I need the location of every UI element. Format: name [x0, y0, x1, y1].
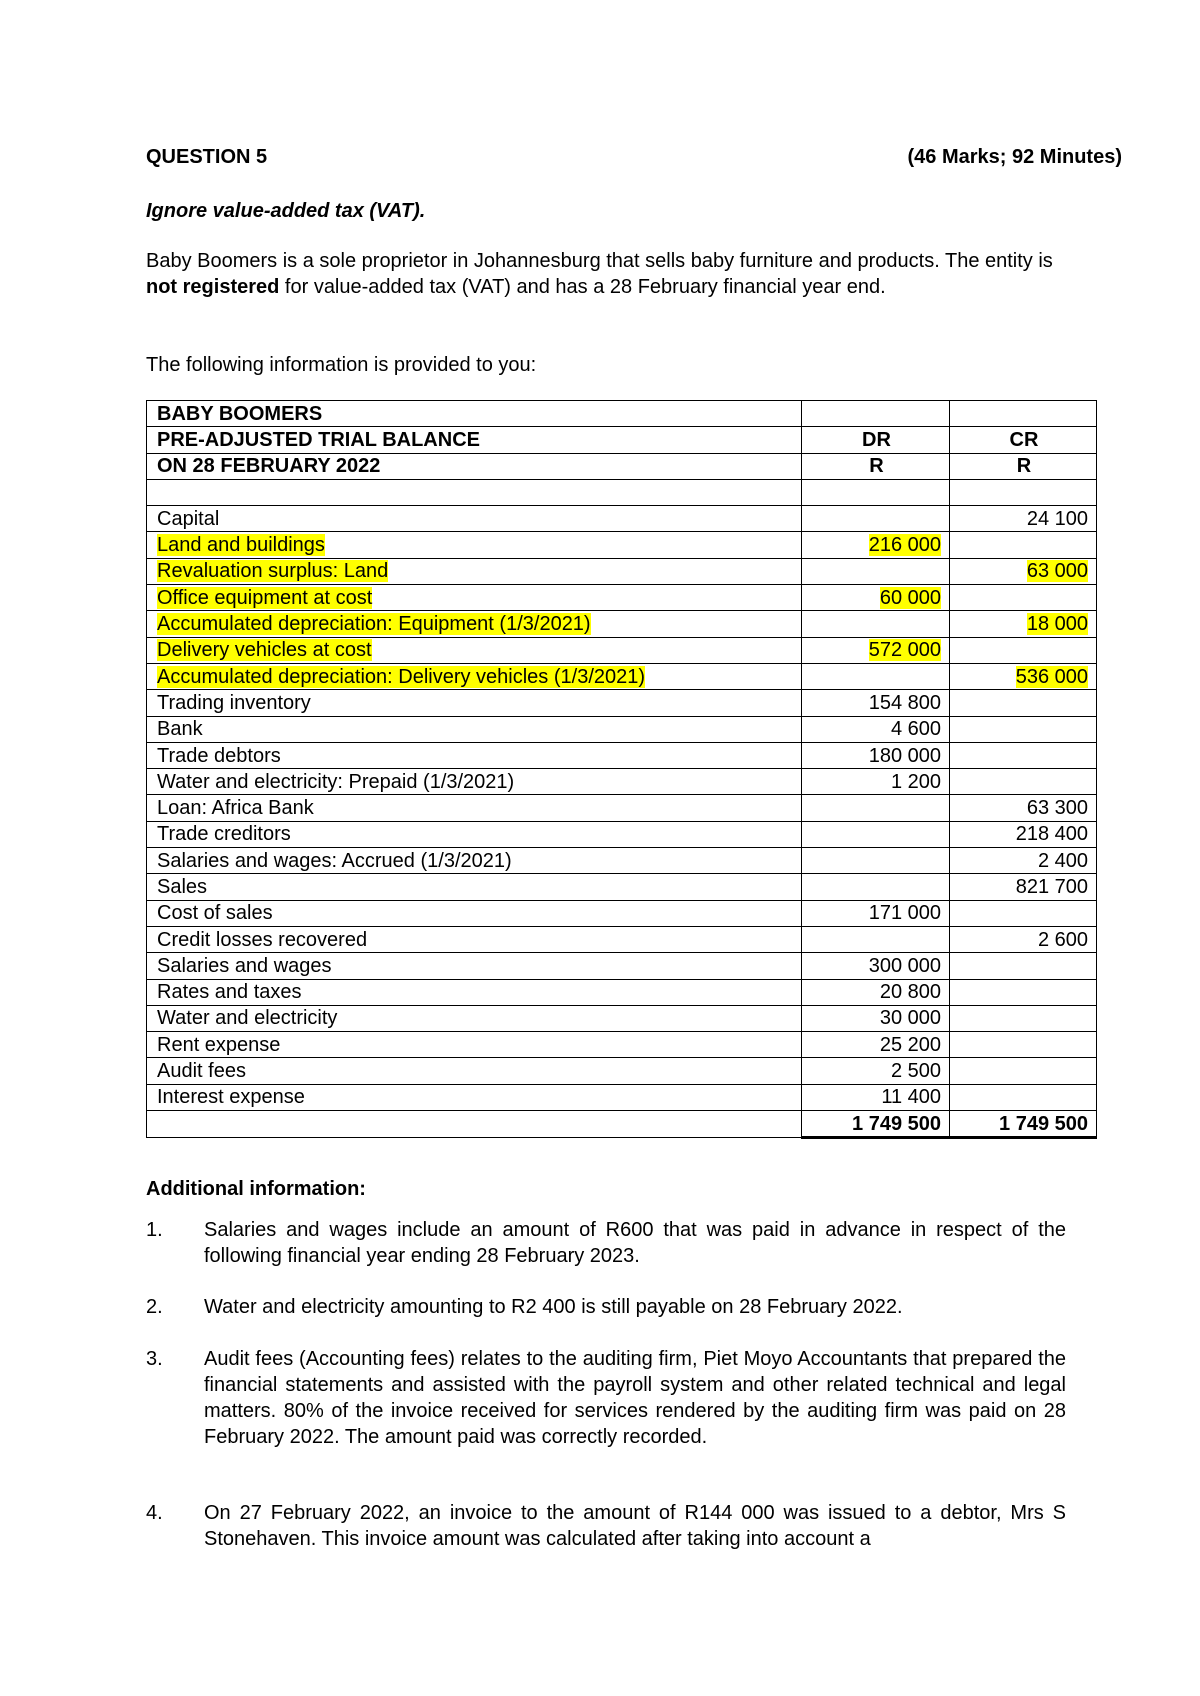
- additional-info-title: Additional information:: [146, 1178, 366, 1200]
- account-name-cell: [147, 821, 802, 847]
- account-name-cell: [147, 611, 802, 637]
- account-name: Water and electricity: Prepaid (1/3/2021): [157, 770, 515, 793]
- item-number: 3.: [146, 1348, 163, 1370]
- account-name: Rates and taxes: [157, 981, 302, 1004]
- debit-amount: 2 500: [890, 1060, 941, 1083]
- item-text: On 27 February 2022, an invoice to the amount of R144 000 was issued to a debtor, Mrs S Stonehaven. This invoice amount was calculated after taking into account a: [204, 1502, 1066, 1550]
- table-row: [147, 690, 1097, 716]
- account-name: Cost of sales: [157, 902, 273, 925]
- table-row: [147, 1084, 1097, 1110]
- credit-amount: 218 400: [1015, 823, 1088, 846]
- credit-cell: [950, 716, 1097, 742]
- item-number: 2.: [146, 1296, 163, 1318]
- cr-column-header: CR: [950, 427, 1097, 453]
- debit-amount: 216 000: [868, 534, 941, 557]
- debit-cell: [802, 637, 950, 663]
- table-row: [147, 716, 1097, 742]
- table-header-row: [147, 427, 1097, 453]
- credit-cell: [950, 795, 1097, 821]
- statement-date: ON 28 FEBRUARY 2022: [147, 453, 802, 479]
- account-name-cell: [147, 663, 802, 689]
- question-title: QUESTION 5: [146, 146, 268, 168]
- table-row: [147, 585, 1097, 611]
- account-name: Delivery vehicles at cost: [157, 639, 372, 662]
- credit-cell: [950, 506, 1097, 532]
- table-row: [147, 953, 1097, 979]
- credit-cell: [950, 611, 1097, 637]
- table-row: [147, 874, 1097, 900]
- debit-amount: 171 000: [868, 902, 941, 925]
- item-number: 1.: [146, 1219, 163, 1241]
- account-name: Capital: [157, 507, 220, 530]
- account-name: Water and electricity: [157, 1007, 338, 1030]
- debit-amount: 11 400: [881, 1086, 941, 1109]
- account-name: Salaries and wages: [157, 954, 332, 977]
- debit-cell: [802, 953, 950, 979]
- intro-text-1: Baby Boomers is a sole proprietor in Johannesburg that sells baby furniture and products. The entity is: [146, 250, 1053, 272]
- table-row: [147, 900, 1097, 926]
- additional-item: [146, 1500, 1066, 1552]
- additional-item: [146, 1346, 1066, 1450]
- table-row: [147, 637, 1097, 663]
- account-name-cell: [147, 1084, 802, 1110]
- table-row: [147, 926, 1097, 952]
- debit-cell: [802, 848, 950, 874]
- credit-cell: [950, 848, 1097, 874]
- credit-cell: [950, 874, 1097, 900]
- credit-amount: 63 300: [1026, 797, 1088, 820]
- given-info-line: The following information is provided to you:: [146, 354, 537, 376]
- company-name: BABY BOOMERS: [147, 401, 802, 427]
- question-heading: [146, 146, 1122, 169]
- statement-title: PRE-ADJUSTED TRIAL BALANCE: [147, 427, 802, 453]
- debit-cell: [802, 926, 950, 952]
- credit-cell: [950, 1058, 1097, 1084]
- intro-bold: not registered: [146, 276, 280, 298]
- table-row: [147, 1032, 1097, 1058]
- credit-cell: [950, 742, 1097, 768]
- table-row: [147, 532, 1097, 558]
- table-row: [147, 979, 1097, 1005]
- credit-amount: 536 000: [1015, 665, 1088, 688]
- credit-cell: [950, 953, 1097, 979]
- debit-cell: [802, 742, 950, 768]
- credit-amount: 24 100: [1026, 507, 1088, 530]
- account-name: Loan: Africa Bank: [157, 797, 314, 820]
- total-row: [147, 1111, 1097, 1138]
- credit-cell: [950, 585, 1097, 611]
- account-name-cell: [147, 769, 802, 795]
- intro-paragraph: [146, 248, 1066, 300]
- account-name: Trade creditors: [157, 823, 291, 846]
- credit-cell: [950, 690, 1097, 716]
- credit-cell: [950, 926, 1097, 952]
- account-name-cell: [147, 585, 802, 611]
- credit-cell: [950, 1005, 1097, 1031]
- account-name-cell: [147, 848, 802, 874]
- account-name: Trade debtors: [157, 744, 281, 767]
- debit-cell: [802, 585, 950, 611]
- item-text: Audit fees (Accounting fees) relates to the auditing firm, Piet Moyo Accountants that prepared the financial statements and assisted with the payroll system and other related technical and legal matters. 80% of the invoice received for services rendered by the auditing firm was paid on 28 February 2022. The amount paid was correctly recorded.: [204, 1348, 1066, 1448]
- blank-row: [147, 479, 1097, 505]
- debit-amount: 154 800: [868, 691, 941, 714]
- question-marks: (46 Marks; 92 Minutes): [907, 146, 1122, 168]
- table-row: [147, 506, 1097, 532]
- item-text: Water and electricity amounting to R2 400 is still payable on 28 February 2022.: [204, 1296, 903, 1318]
- debit-cell: [802, 1005, 950, 1031]
- debit-cell: [802, 1032, 950, 1058]
- total-credit: 1 749 500: [950, 1111, 1097, 1138]
- debit-cell: [802, 979, 950, 1005]
- account-name-cell: [147, 953, 802, 979]
- dr-column-header: DR: [802, 427, 950, 453]
- debit-cell: [802, 900, 950, 926]
- table-header-row: [147, 401, 1097, 427]
- account-name: Land and buildings: [157, 534, 325, 557]
- account-name: Office equipment at cost: [157, 586, 373, 609]
- account-name-cell: [147, 506, 802, 532]
- item-text: Salaries and wages include an amount of R600 that was paid in advance in respect of the following financial year ending 28 February 2023.: [204, 1219, 1066, 1267]
- debit-cell: [802, 1084, 950, 1110]
- table-row: [147, 558, 1097, 584]
- table-row: [147, 663, 1097, 689]
- account-name-cell: [147, 742, 802, 768]
- account-name: Rent expense: [157, 1033, 281, 1056]
- account-name: Revaluation surplus: Land: [157, 560, 389, 583]
- dr-currency: R: [802, 453, 950, 479]
- account-name: Accumulated depreciation: Equipment (1/3/2021): [157, 613, 591, 636]
- credit-cell: [950, 637, 1097, 663]
- table-row: [147, 848, 1097, 874]
- credit-amount: 63 000: [1026, 560, 1088, 583]
- account-name-cell: [147, 1005, 802, 1031]
- account-name-cell: [147, 1058, 802, 1084]
- credit-amount: 2 600: [1037, 928, 1088, 951]
- debit-cell: [802, 506, 950, 532]
- debit-cell: [802, 558, 950, 584]
- account-name: Salaries and wages: Accrued (1/3/2021): [157, 849, 512, 872]
- table-row: [147, 821, 1097, 847]
- debit-amount: 60 000: [879, 586, 941, 609]
- debit-cell: [802, 821, 950, 847]
- account-name-cell: [147, 926, 802, 952]
- account-name: Accumulated depreciation: Delivery vehicles (1/3/2021): [157, 665, 646, 688]
- debit-cell: [802, 795, 950, 821]
- account-name: Trading inventory: [157, 691, 311, 714]
- debit-amount: 20 800: [879, 981, 941, 1004]
- account-name-cell: [147, 1032, 802, 1058]
- account-name-cell: [147, 637, 802, 663]
- credit-cell: [950, 979, 1097, 1005]
- debit-cell: [802, 611, 950, 637]
- ignore-vat-note: Ignore value-added tax (VAT).: [146, 200, 426, 222]
- additional-item: [146, 1294, 1066, 1320]
- total-debit: 1 749 500: [802, 1111, 950, 1138]
- additional-item: [146, 1217, 1066, 1269]
- trial-balance-table: [146, 400, 1097, 1139]
- table-row: [147, 769, 1097, 795]
- account-name-cell: [147, 979, 802, 1005]
- debit-amount: 180 000: [868, 744, 941, 767]
- intro-text-2: for value-added tax (VAT) and has a 28 February financial year end.: [279, 276, 886, 298]
- credit-cell: [950, 558, 1097, 584]
- debit-amount: 25 200: [879, 1033, 941, 1056]
- debit-amount: 1 200: [890, 770, 941, 793]
- account-name: Audit fees: [157, 1060, 246, 1083]
- account-name: Sales: [157, 875, 208, 898]
- credit-cell: [950, 900, 1097, 926]
- credit-cell: [950, 821, 1097, 847]
- debit-amount: 300 000: [868, 954, 941, 977]
- account-name-cell: [147, 558, 802, 584]
- credit-cell: [950, 1084, 1097, 1110]
- account-name-cell: [147, 532, 802, 558]
- account-name: Credit losses recovered: [157, 928, 368, 951]
- debit-cell: [802, 874, 950, 900]
- table-header-row: [147, 453, 1097, 479]
- table-row: [147, 1058, 1097, 1084]
- credit-cell: [950, 1032, 1097, 1058]
- credit-cell: [950, 532, 1097, 558]
- credit-amount: 2 400: [1037, 849, 1088, 872]
- table-row: [147, 795, 1097, 821]
- account-name-cell: [147, 795, 802, 821]
- table-row: [147, 1005, 1097, 1031]
- account-name: Bank: [157, 718, 203, 741]
- account-name-cell: [147, 874, 802, 900]
- debit-cell: [802, 716, 950, 742]
- table-row: [147, 742, 1097, 768]
- debit-cell: [802, 663, 950, 689]
- item-number: 4.: [146, 1502, 163, 1524]
- account-name-cell: [147, 900, 802, 926]
- credit-cell: [950, 663, 1097, 689]
- debit-amount: 572 000: [868, 639, 941, 662]
- table-row: [147, 611, 1097, 637]
- credit-amount: 821 700: [1015, 875, 1088, 898]
- credit-cell: [950, 769, 1097, 795]
- credit-amount: 18 000: [1026, 613, 1088, 636]
- debit-cell: [802, 532, 950, 558]
- cr-currency: R: [950, 453, 1097, 479]
- account-name-cell: [147, 690, 802, 716]
- debit-amount: 30 000: [879, 1007, 941, 1030]
- account-name: Interest expense: [157, 1086, 305, 1109]
- account-name-cell: [147, 716, 802, 742]
- debit-amount: 4 600: [890, 718, 941, 741]
- debit-cell: [802, 769, 950, 795]
- debit-cell: [802, 1058, 950, 1084]
- debit-cell: [802, 690, 950, 716]
